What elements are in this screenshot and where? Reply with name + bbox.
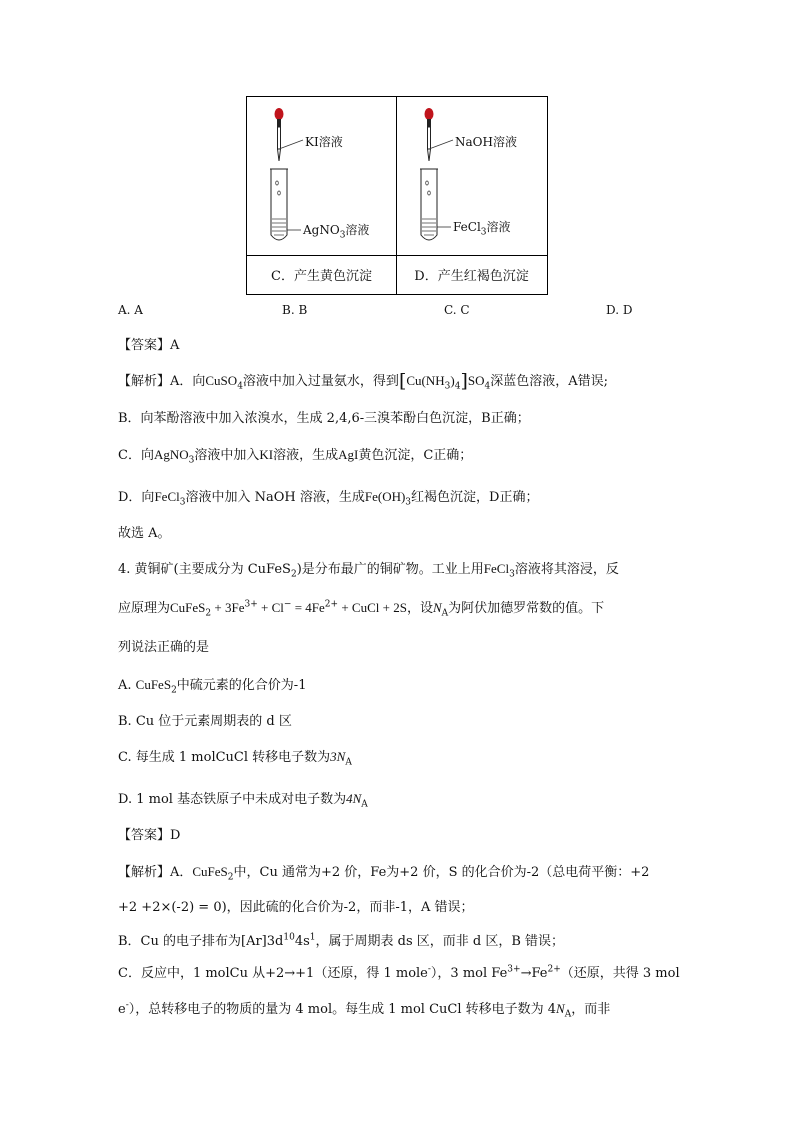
option-b: B. B	[282, 303, 308, 317]
ki-solution-label: KI溶液	[305, 135, 343, 149]
option-d: D. D	[606, 303, 633, 317]
analysis-q4-line-c2: e-），总转移电子的物质的量为 4 mol。每生成 1 mol CuCl 转移电子数为 $4N_A$，而非	[118, 1000, 611, 1020]
question-4-option-a: A. CuFeS$_2$中硫元素的化合价为-1	[118, 677, 307, 696]
agno3-solution-label: AgNO$_3$溶液	[303, 223, 370, 241]
question-4-line-1: 4. 黄铜矿(主要成分为 CuFeS$_2$)是分布最广的铜矿物。工业上用FeCl$_3$溶液将其溶浸，反	[118, 561, 619, 580]
question-4-line-2: 应原理为CuFeS$_2$ + $3Fe^{3+} + Cl^- = 4Fe^{2+}$ + CuCl + 2S，设$N_A$为阿伏加德罗常数的值。下	[118, 599, 605, 619]
question-4-line-3: 列说法正确的是	[118, 640, 210, 655]
analysis-q3-line-c: C．向AgNO$_3$溶液中加入KI溶液，生成AgI黄色沉淀，C正确；	[118, 447, 473, 466]
fecl3-solution-label: FeCl$_3$溶液	[453, 220, 511, 238]
analysis-q3-line-a: 【解析】A．向CuSO$_4$溶液中加入过量氨水，得到$[Cu(NH_3)_4]SO_4$深蓝色溶液，A错误;	[118, 370, 609, 392]
table-divider-horizontal	[247, 255, 547, 256]
analysis-q3-conclusion: 故选 A。	[118, 526, 171, 541]
option-a: A. A	[118, 303, 143, 317]
experiment-figure-table	[246, 96, 548, 295]
analysis-q3-line-b: B．向苯酚溶液中加入浓溴水，生成 2,4,6-三溴苯酚白色沉淀，B正确；	[118, 411, 530, 426]
answer-q3: 【答案】A	[118, 338, 180, 353]
analysis-q4-line-a: 【解析】A．CuFeS$_2$中，Cu 通常为+2 价，Fe为+2 价，S 的化合价为-2（总电荷平衡：+2	[118, 864, 650, 883]
caption-c: C．产生黄色沉淀	[271, 269, 372, 284]
option-c: C. C	[444, 303, 470, 317]
analysis-q4-line-a2: +2 +2×(-2) = 0)，因此硫的化合价为-2，而非-1，A 错误；	[118, 900, 474, 915]
question-4-option-b: B. Cu 位于元素周期表的 d 区	[118, 714, 292, 729]
analysis-q4-line-b: B．Cu 的电子排布为$[Ar]3d^{10}4s^1$，属于周期表 ds 区，而非 d 区，B 错误；	[118, 932, 565, 949]
analysis-q3-line-d: D．向FeCl$_3$溶液中加入 NaOH 溶液，生成$Fe(OH)_3$红褐色沉淀，D正确；	[118, 489, 539, 508]
analysis-q4-line-c: C．反应中，1 molCu 从+2→+1（还原，得 1 mole-），3 mol $Fe^{3+}\to Fe^{2+}$（还原，共得 3 mol	[118, 964, 680, 981]
question-4-option-c: C. 每生成 1 molCuCl 转移电子数为$3N_A$	[118, 749, 352, 768]
naoh-solution-label: NaOH溶液	[455, 135, 517, 149]
question-4-option-d: D. 1 mol 基态铁原子中未成对电子数为$4N_A$	[118, 791, 368, 810]
caption-d: D．产生红褐色沉淀	[414, 269, 529, 284]
answer-q4: 【答案】D	[118, 828, 181, 843]
